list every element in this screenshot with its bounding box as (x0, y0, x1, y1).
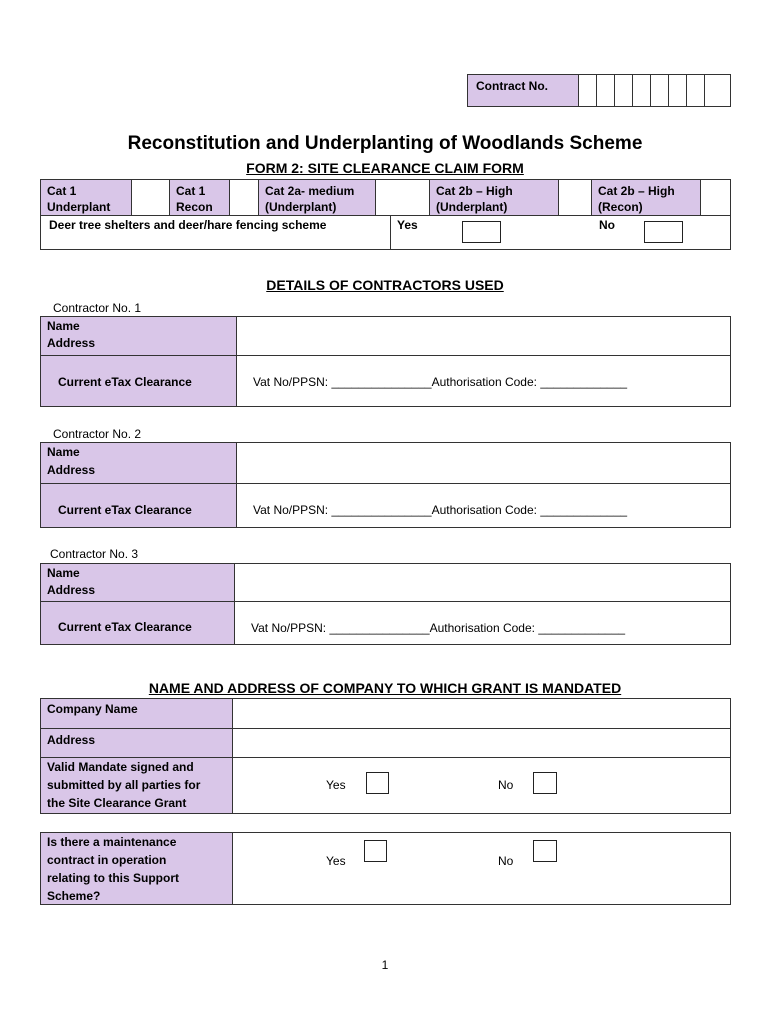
deer-no-checkbox[interactable] (644, 221, 683, 243)
contract-no-box[interactable] (596, 74, 615, 107)
contractor-2-name-label-cell (40, 442, 237, 484)
category-checkbox[interactable] (700, 179, 731, 216)
maintenance-label: contract in operation (47, 853, 167, 867)
maintenance-answer-cell (232, 832, 731, 905)
category-label: Cat 1 (176, 184, 206, 198)
category-label: Recon (176, 200, 213, 214)
mandate-label: Valid Mandate signed and (47, 760, 194, 774)
category-cell (169, 179, 230, 216)
contractor-1-title: Contractor No. 1 (53, 301, 142, 315)
category-label: Cat 2b – High (436, 184, 513, 198)
address-label: Address (47, 583, 96, 597)
name-label: Name (47, 319, 80, 333)
name-label: Name (47, 566, 80, 580)
vat-line: Vat No/PPSN: _______________Authorisation Code: _____________ (251, 621, 626, 635)
category-label: (Recon) (598, 200, 643, 214)
mandate-no-label: No (498, 778, 514, 792)
contractor-2-title: Contractor No. 2 (53, 427, 142, 441)
maintenance-label: Scheme? (47, 889, 101, 903)
mandate-label: submitted by all parties for (47, 778, 201, 792)
category-cell (591, 179, 701, 216)
contract-no-box[interactable] (668, 74, 687, 107)
mandate-yes-label: Yes (326, 778, 346, 792)
contractors-heading: DETAILS OF CONTRACTORS USED (266, 277, 504, 293)
category-label: Cat 2a- medium (265, 184, 355, 198)
mandate-answer-cell (232, 757, 731, 814)
maintenance-no-checkbox[interactable] (533, 840, 557, 862)
vat-line: Vat No/PPSN: _______________Authorisation Code: _____________ (253, 375, 628, 389)
deer-divider (390, 215, 391, 250)
contractor-3-etax-label-cell (40, 601, 235, 645)
maintenance-no-label: No (498, 854, 514, 868)
contractor-1-name-label-cell (40, 316, 237, 356)
contract-no-box[interactable] (614, 74, 633, 107)
company-address-label-cell (40, 728, 233, 758)
deer-label: Deer tree shelters and deer/hare fencing scheme (49, 218, 327, 232)
contractor-1-name-input[interactable] (236, 316, 731, 356)
maintenance-yes-label: Yes (326, 854, 346, 868)
page-number: 1 (381, 958, 389, 972)
category-label: (Underplant) (436, 200, 508, 214)
contractor-1-vat-field[interactable] (236, 355, 731, 407)
etax-label: Current eTax Clearance (58, 503, 192, 517)
contract-no-box[interactable] (650, 74, 669, 107)
name-label: Name (47, 445, 80, 459)
contractor-3-title: Contractor No. 3 (50, 547, 139, 561)
contract-no-box[interactable] (704, 74, 731, 107)
contract-no-box[interactable] (578, 74, 597, 107)
contractor-2-etax-label-cell (40, 483, 237, 528)
company-name-input[interactable] (232, 698, 731, 729)
category-checkbox[interactable] (375, 179, 430, 216)
company-heading: NAME AND ADDRESS OF COMPANY TO WHICH GRANT IS MANDATED (148, 680, 622, 696)
category-label: Cat 2b – High (598, 184, 675, 198)
maintenance-label-cell (40, 832, 233, 905)
contractor-3-vat-field[interactable] (234, 601, 731, 645)
form-title: FORM 2: SITE CLEARANCE CLAIM FORM (246, 160, 524, 176)
contractor-3-name-label-cell (40, 563, 235, 602)
company-address-label: Address (47, 733, 96, 747)
vat-line: Vat No/PPSN: _______________Authorisation Code: _____________ (253, 503, 628, 517)
maintenance-label: relating to this Support (47, 871, 179, 885)
company-name-label-cell (40, 698, 233, 729)
category-checkbox[interactable] (229, 179, 259, 216)
contractor-2-name-input[interactable] (236, 442, 731, 484)
mandate-label: the Site Clearance Grant (47, 796, 187, 810)
deer-yes-label: Yes (397, 218, 418, 232)
category-cell (258, 179, 376, 216)
maintenance-label: Is there a maintenance (47, 835, 177, 849)
contract-no-box[interactable] (686, 74, 705, 107)
deer-yes-checkbox[interactable] (462, 221, 501, 243)
category-label: (Underplant) (265, 200, 337, 214)
contract-no-label-cell (467, 74, 579, 107)
category-checkbox[interactable] (131, 179, 170, 216)
category-cell (40, 179, 132, 216)
category-label: Underplant (47, 200, 111, 214)
mandate-no-checkbox[interactable] (533, 772, 557, 794)
category-label: Cat 1 (47, 184, 77, 198)
deer-no-label: No (599, 218, 615, 232)
etax-label: Current eTax Clearance (58, 375, 192, 389)
contractor-3-name-input[interactable] (234, 563, 731, 602)
mandate-yes-checkbox[interactable] (366, 772, 389, 794)
category-checkbox[interactable] (558, 179, 592, 216)
contract-no-label: Contract No. (476, 79, 548, 93)
maintenance-yes-checkbox[interactable] (364, 840, 387, 862)
address-label: Address (47, 463, 96, 477)
etax-label: Current eTax Clearance (58, 620, 192, 634)
contractor-2-vat-field[interactable] (236, 483, 731, 528)
mandate-label-cell (40, 757, 233, 814)
address-label: Address (47, 336, 96, 350)
company-address-input[interactable] (232, 728, 731, 758)
company-name-label: Company Name (47, 702, 138, 716)
category-cell (429, 179, 559, 216)
page-title: Reconstitution and Underplanting of Woodlands Scheme (127, 133, 643, 154)
contractor-1-etax-label-cell (40, 355, 237, 407)
contract-no-box[interactable] (632, 74, 651, 107)
